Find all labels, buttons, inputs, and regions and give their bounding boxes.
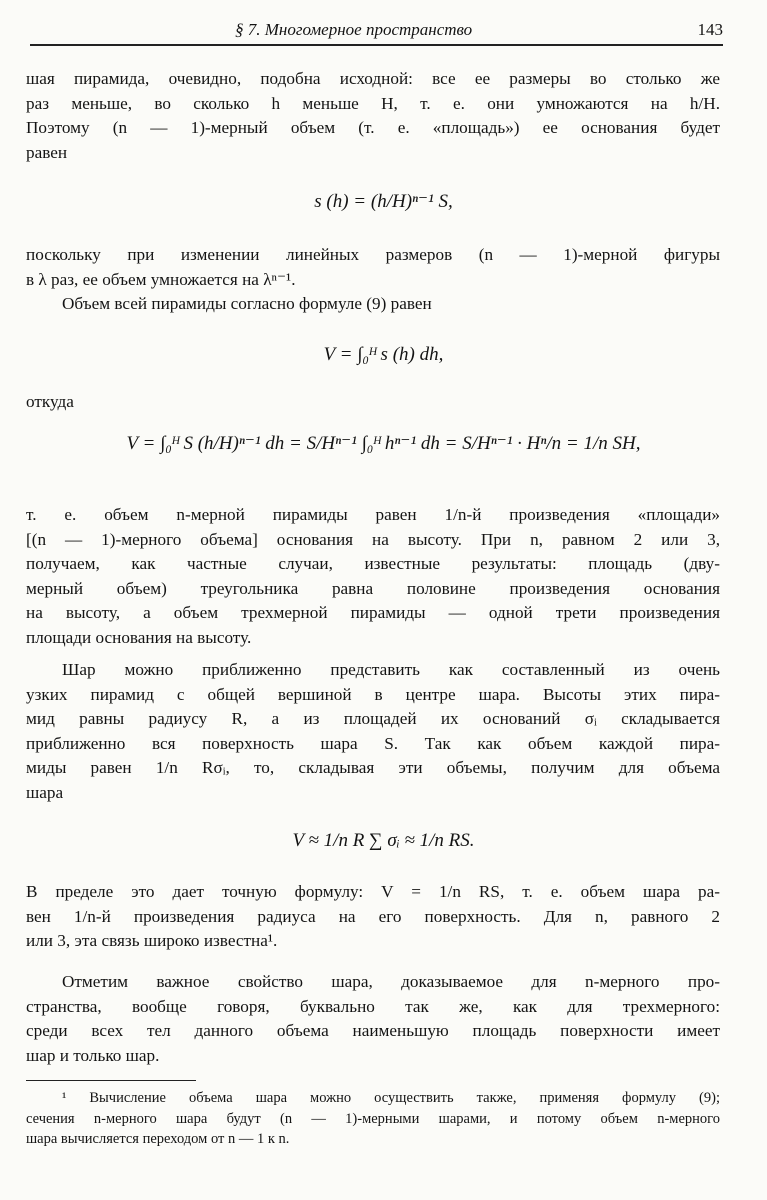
text-line: узких пирамид с общей вершиной в центре шара. Высоты этих пира- bbox=[26, 684, 720, 704]
paragraph-ball bbox=[26, 658, 720, 805]
text-line: Поэтому (n — 1)-мерный объем (т. е. «площадь») ее основания будет bbox=[26, 118, 720, 137]
text-line: Отметим важное свойство шара, доказываемое для n-мерного про- bbox=[62, 972, 720, 991]
header-rule bbox=[30, 44, 723, 46]
text-line: мид равны радиусу R, а из площадей их оснований σᵢ складывается bbox=[26, 709, 720, 728]
text-line: в λ раз, ее объем умножается на λⁿ⁻¹. bbox=[26, 269, 296, 289]
text-line: раз меньше, во сколько h меньше H, т. е. они умножаются на h/H. bbox=[26, 93, 720, 113]
text-line: мерный объем) треугольника равна половине произведения основания bbox=[26, 578, 720, 598]
text-line: миды равен 1/n Rσᵢ, то, складывая эти объемы, получим для объема bbox=[26, 758, 720, 777]
paragraph-linear-scaling bbox=[26, 243, 720, 317]
text-line: среди всех тел данного объема наименьшую площадь поверхности имеет bbox=[26, 1021, 720, 1040]
text-line: получаем, как частные случаи, известные результаты: площадь (дву- bbox=[26, 554, 720, 573]
footnote bbox=[26, 1088, 720, 1150]
text-line: приближенно вся поверхность шара S. Так как объем каждой пира- bbox=[26, 733, 720, 753]
running-head bbox=[30, 18, 723, 40]
formula-s-of-h: s (h) = (h/H)ⁿ⁻¹ S, bbox=[314, 191, 453, 212]
footnote-line: сечения n-мерного шара будут (n — 1)-мерными шарами, и потому объем n-мерного bbox=[26, 1110, 720, 1127]
text-line: или 3, эта связь широко известна¹. bbox=[26, 931, 278, 950]
text-line: В пределе это дает точную формулу: V = 1/n RS, т. е. объем шара ра- bbox=[26, 882, 720, 901]
text-line: странства, вообще говоря, буквально так же, как для трехмерного: bbox=[26, 996, 720, 1016]
formula-ball-approx: V ≈ 1/n R ∑ σᵢ ≈ 1/n RS. bbox=[292, 830, 475, 851]
text-line: поскольку при изменении линейных размеров (n — 1)-мерной фигуры bbox=[26, 245, 720, 264]
text-line: шая пирамида, очевидно, подобна исходной: все ее размеры во столько же bbox=[26, 69, 720, 88]
text-line: шара bbox=[26, 782, 64, 802]
text-line: т. е. объем n-мерной пирамиды равен 1/n-й произведения «площади» bbox=[26, 505, 720, 524]
page-number: 143 bbox=[697, 20, 723, 39]
section-title: § 7. Многомерное пространство bbox=[235, 20, 473, 39]
paragraph-whence bbox=[26, 390, 720, 415]
text-line: вен 1/n-й произведения радиуса на его поверхность. Для n, равного 2 bbox=[26, 906, 720, 926]
paragraph-continuation bbox=[26, 67, 720, 165]
footnote-rule bbox=[26, 1080, 196, 1081]
text-line: равен bbox=[26, 142, 68, 162]
footnote-line: ¹ Вычисление объема шара можно осуществить также, применяя формулу (9); bbox=[62, 1090, 720, 1106]
text-line: Объем всей пирамиды согласно формуле (9) равен bbox=[62, 294, 432, 313]
text-line: откуда bbox=[26, 392, 74, 411]
formula-volume-integral: V = ∫₀ᴴ s (h) dh, bbox=[323, 344, 444, 365]
footnote-line: шара вычисляется переходом от n — 1 к n. bbox=[26, 1131, 290, 1147]
text-line: площади основания на высоту. bbox=[26, 627, 252, 647]
paragraph-pyramid-result bbox=[26, 503, 720, 650]
text-line: на высоту, а объем трехмерной пирамиды — одной трети произведения bbox=[26, 603, 720, 622]
paragraph-ball-property bbox=[26, 970, 720, 1068]
paragraph-limit bbox=[26, 880, 720, 954]
text-line: [(n — 1)-мерного объема] основания на высоту. При n, равном 2 или 3, bbox=[26, 529, 720, 549]
text-line: Шар можно приближенно представить как составленный из очень bbox=[62, 660, 720, 679]
formula-pyramid-volume: V = ∫₀ᴴ S (h/H)ⁿ⁻¹ dh = S/Hⁿ⁻¹ ∫₀ᴴ hⁿ⁻¹ dh = S/Hⁿ⁻¹ · Hⁿ/n = 1/n SH, bbox=[126, 433, 641, 454]
text-line: шар и только шар. bbox=[26, 1045, 160, 1065]
